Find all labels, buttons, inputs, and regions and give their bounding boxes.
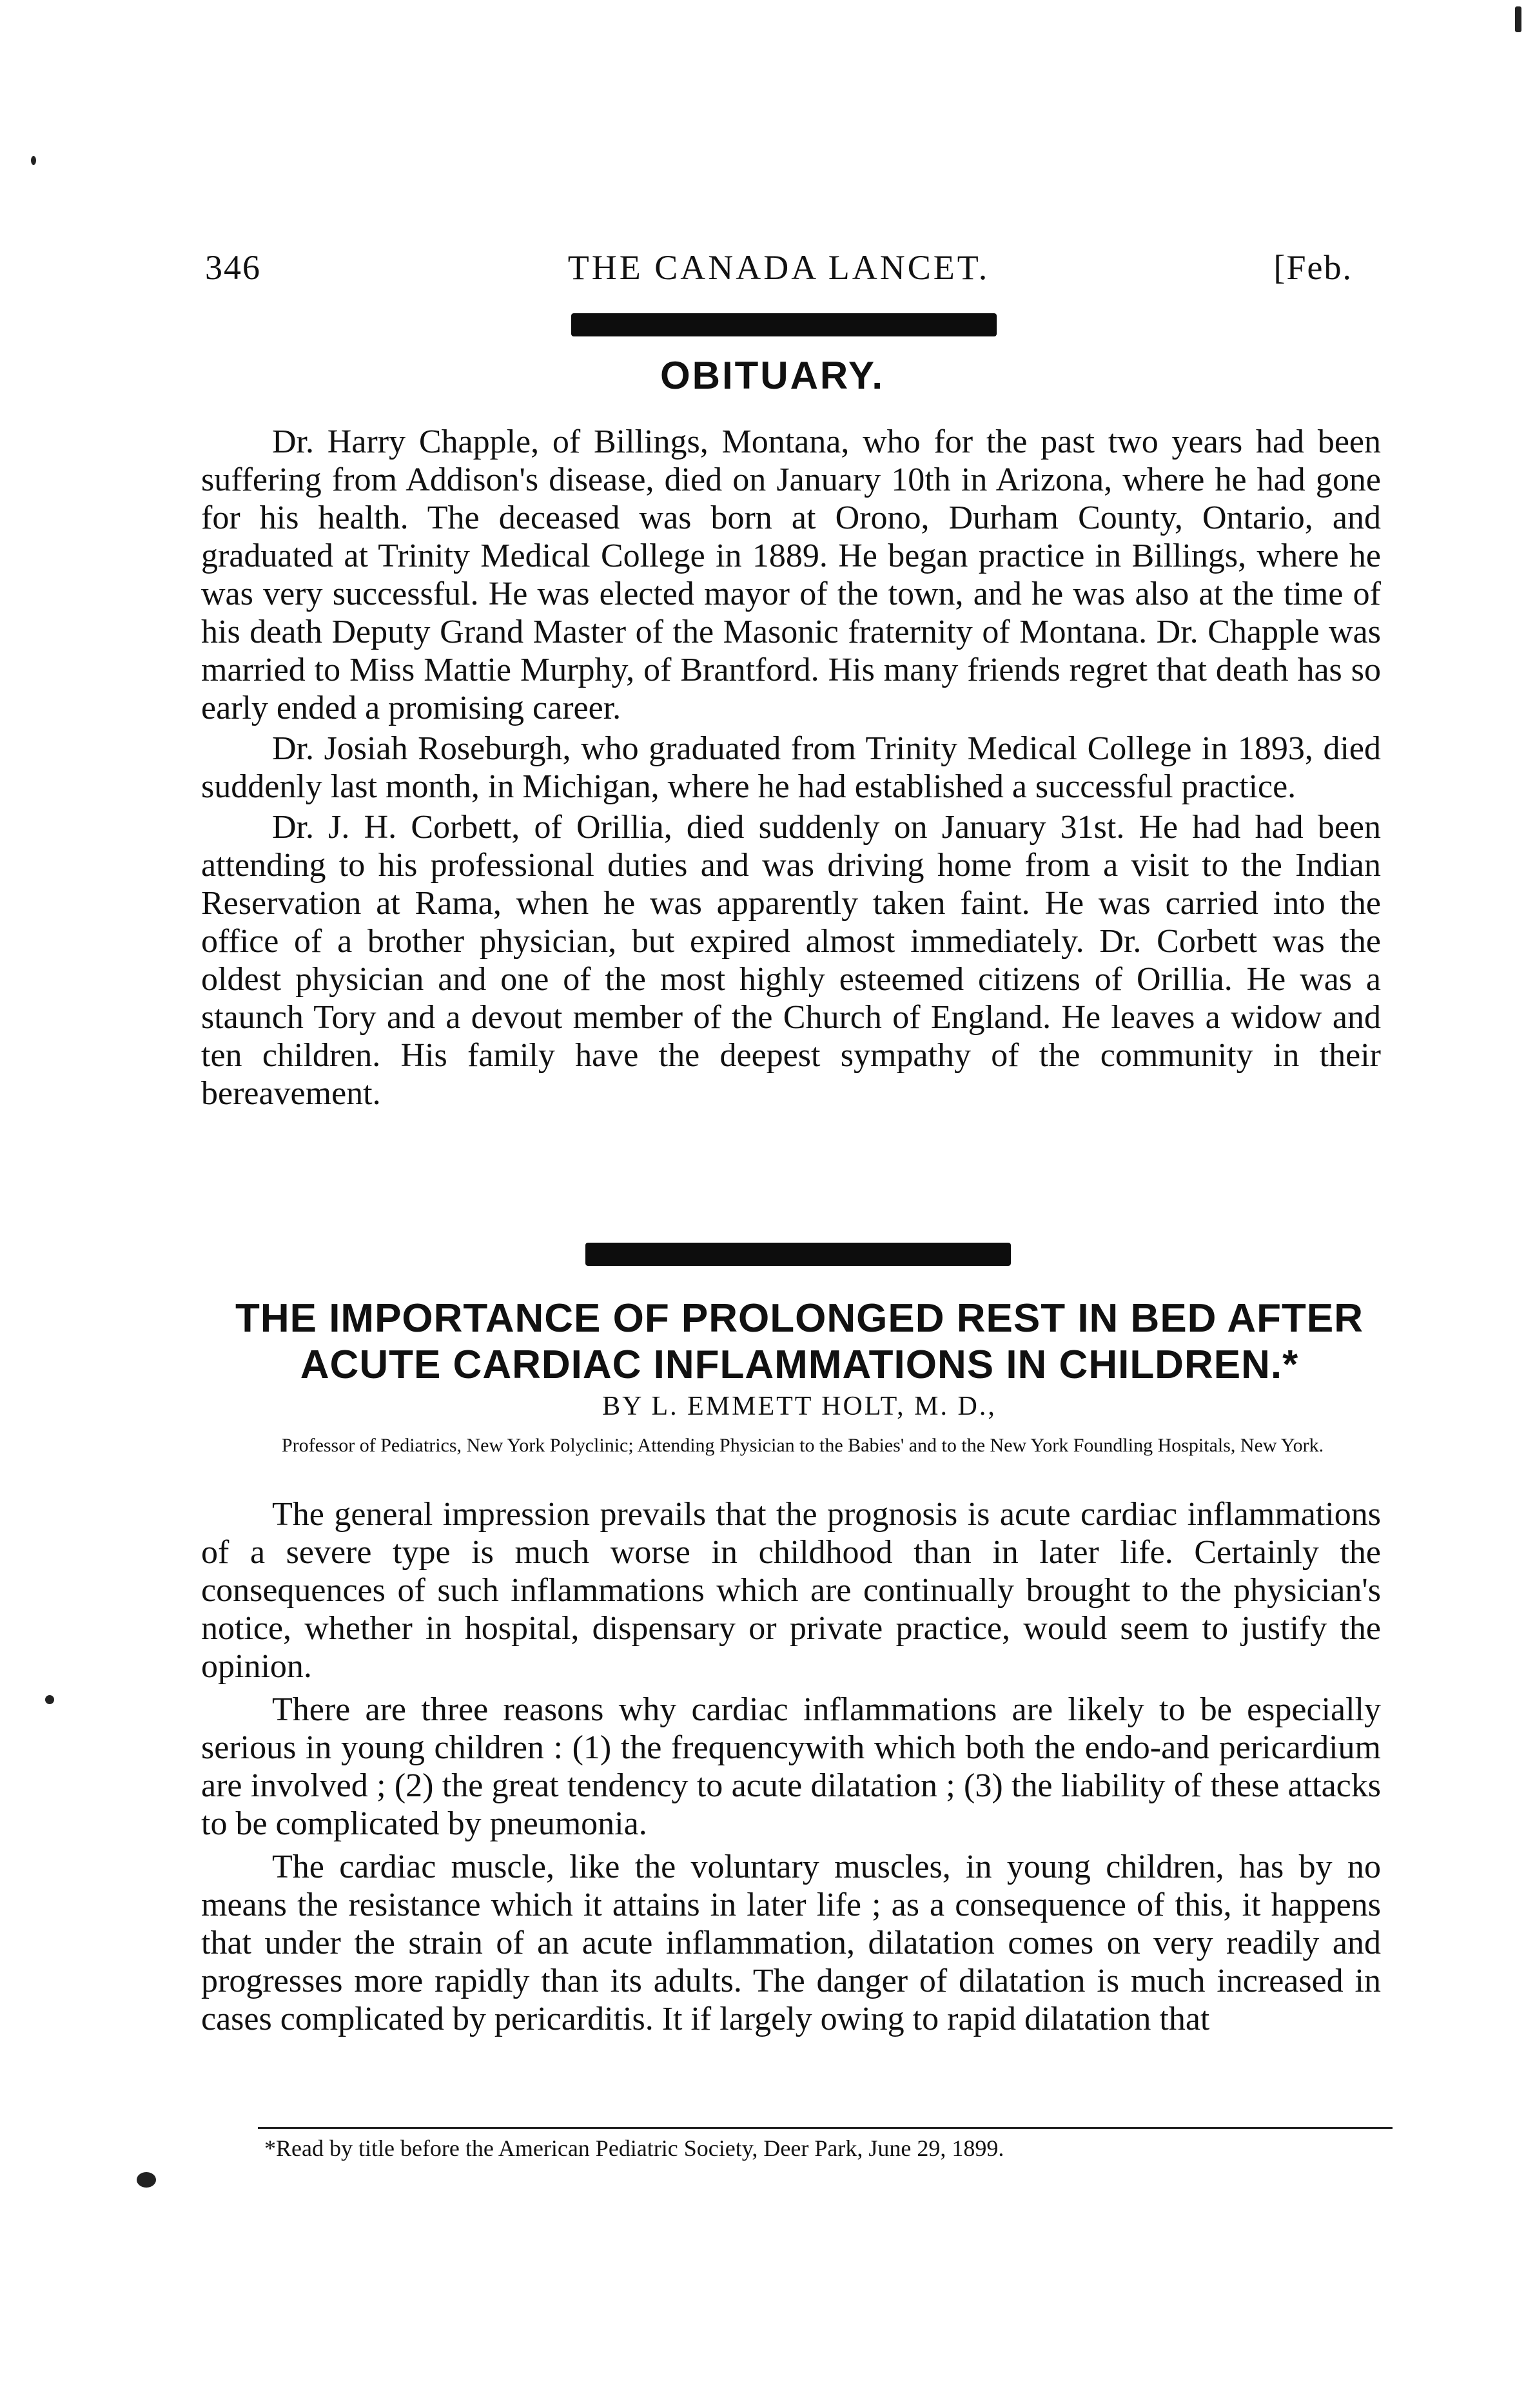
footnote-divider — [258, 2127, 1393, 2129]
running-title: THE CANADA LANCET. — [567, 248, 990, 287]
section-divider-rule — [585, 1243, 1011, 1266]
scan-speck — [137, 2172, 156, 2188]
article-paragraph: The general impression prevails that the prognosis is acute cardiac inflammations of a severe type is much worse in childhood than in later life. Certainly the consequences of such inflammations which are continually brought to the physician's notice, whether in hospital, dispensary or private practice, would seem to justify the opinion. — [201, 1496, 1381, 1685]
scan-speck — [1515, 6, 1521, 32]
page-header — [205, 232, 1353, 290]
section-divider-rule — [571, 313, 997, 336]
obituary-heading: OBITUARY. — [660, 354, 885, 397]
page-number: 346 — [205, 248, 261, 287]
article-byline: BY L. EMMETT HOLT, M. D., — [602, 1392, 997, 1421]
article-body — [201, 1495, 1381, 2043]
obituary-paragraph: Dr. J. H. Corbett, of Orillia, died suddenly on January 31st. He had had been attending to his professional duties and was driving home from a visit to the Indian Reservation at Rama, when he was apparently taken faint. He was carried into the office of a brother physician, but expired almost immediately. Dr. Corbett was the oldest physician and one of the most highly esteemed citizens of Orillia. He was a staunch Tory and a devout member of the Church of England. He leaves a widow and ten children. His family have the deepest sympathy of the community in their bereavement. — [201, 809, 1381, 1112]
scan-speck — [31, 156, 36, 165]
obituary-body — [201, 423, 1381, 1115]
author-affiliation: Professor of Pediatrics, New York Polyclinic; Attending Physician to the Babies' and to the New York Foundling Hospitals, New York. — [281, 1435, 1324, 1456]
obituary-paragraph: Dr. Harry Chapple, of Billings, Montana, who for the past two years had been suffering from Addison's disease, died on January 10th in Arizona, where he had gone for his health. The deceased was born at Orono, Durham County, Ontario, and graduated at Trinity Medical College in 1889. He began practice in Billings, where he was very successful. He was elected mayor of the town, and he was also at the time of his death Deputy Grand Master of the Masonic fraternity of Montana. Dr. Chapple was married to Miss Mattie Murphy, of Brantford. His many friends regret that death has so early ended a promising career. — [201, 423, 1381, 726]
article-title: THE IMPORTANCE OF PROLONGED REST IN BED AFTER ACUTE CARDIAC INFLAMMATIONS IN CHILDREN.* — [235, 1296, 1364, 1387]
article-paragraph: There are three reasons why cardiac inflammations are likely to be especially serious in young children : (1) the frequencywith which both the endo-and pericardium are involved ; (2) the great tendency to acute dilatation ; (3) the liability of these attacks to be complicated by pneumonia. — [201, 1691, 1381, 1842]
footnote: *Read by title before the American Pediatric Society, Deer Park, June 29, 1899. — [264, 2135, 1004, 2161]
header-date: [Feb. — [1273, 248, 1353, 287]
article-paragraph: The cardiac muscle, like the voluntary muscles, in young children, has by no means the resistance which it attains in later life ; as a consequence of this, it happens that under the strain of an acute inflammation, dilatation comes on very readily and progresses more rapidly than its adults. The danger of dilatation is much increased in cases complicated by pericarditis. It if largely owing to rapid dilatation that — [201, 1849, 1381, 2037]
obituary-paragraph: Dr. Josiah Roseburgh, who graduated from Trinity Medical College in 1893, died suddenly last month, in Michigan, where he had established a successful practice. — [201, 730, 1381, 805]
scan-speck — [45, 1695, 54, 1704]
